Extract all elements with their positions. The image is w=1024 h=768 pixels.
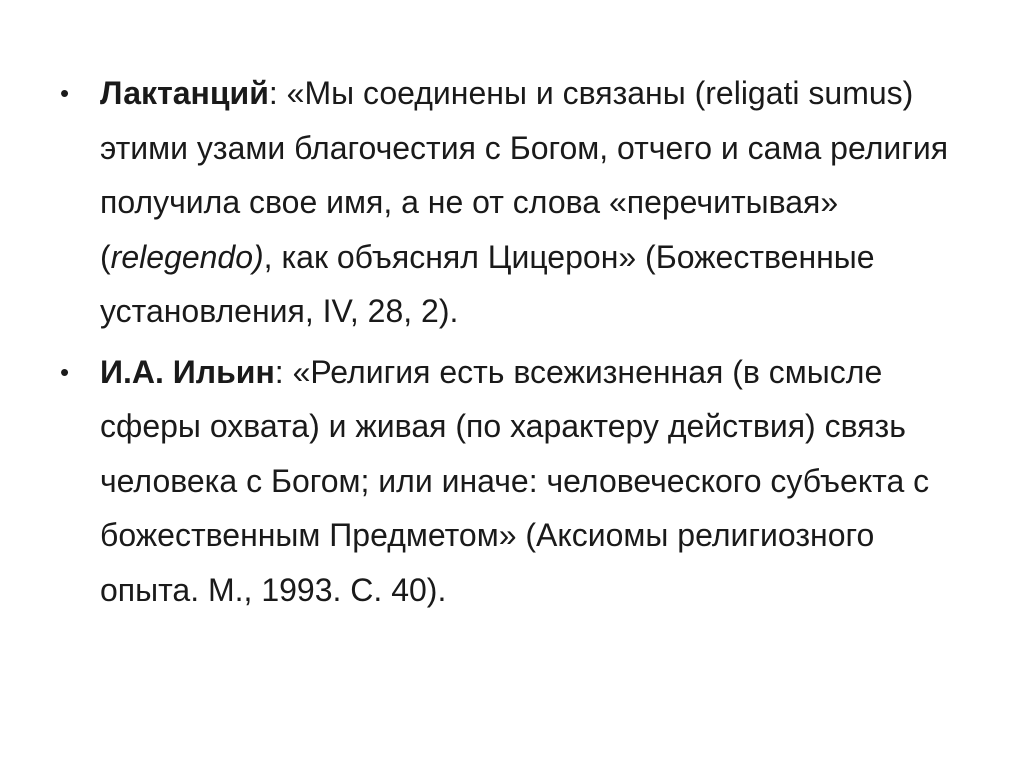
author-name: И.А. Ильин xyxy=(100,353,275,390)
bullet-item-lactantius xyxy=(60,66,965,339)
quote-text: : «Религия есть всежизненная (в смысле сферы охвата) и живая (по характеру действия) связь человека с Богом; или иначе: человеческого субъекта с божественным Предметом» (Аксиомы религиозного опыта. М., 1993. С. 40). xyxy=(100,353,930,608)
quote-text-end: , как объяснял Цицерон» (Божественные установления, IV, 28, 2). xyxy=(100,238,875,329)
bullet-icon: • xyxy=(60,78,70,108)
bullet-icon: • xyxy=(60,356,70,387)
author-name: Лактанций xyxy=(100,75,269,111)
quote-text: : «Мы соединены и связаны (religati sumus) этими узами благочестия с Богом, отчего и сама религия получила свое имя, а не от слова «перечитывая» ( xyxy=(100,75,949,275)
quote-italic-text: relegendo) xyxy=(110,238,264,275)
bullet-list xyxy=(60,66,965,623)
bullet-item-ilyin xyxy=(60,345,965,618)
